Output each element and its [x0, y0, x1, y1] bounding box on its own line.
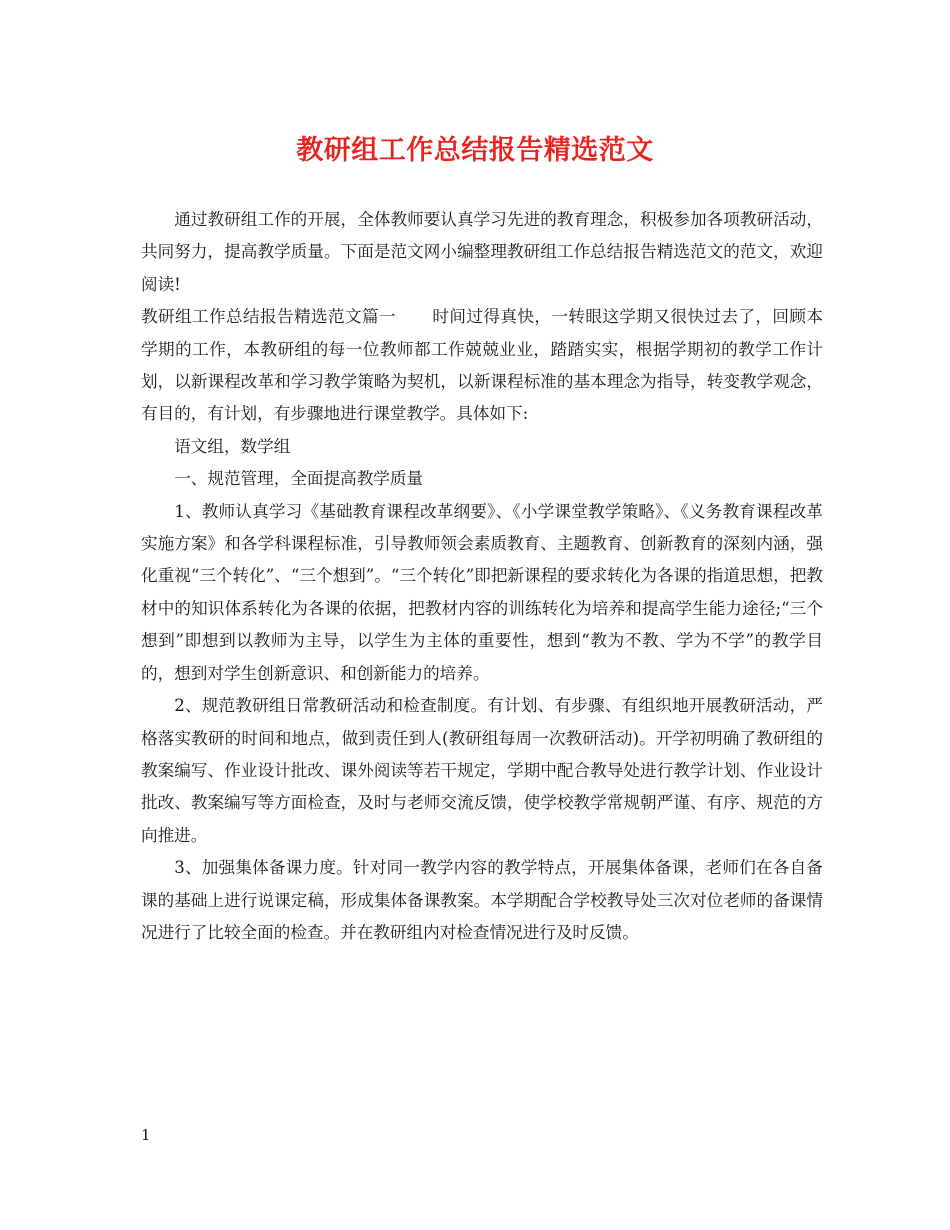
item-2-paragraph: 2、规范教研组日常教研活动和检查制度。有计划、有步骤、有组织地开展教研活动，严格落实教研的时间和地点，做到责任到人(教研组每周一次教研活动)。开学初明确了教研组的教案编写、作业设计批改、课外阅读等若干规定，学期中配合教导处进行教学计划、作业设计批改、教案编写等方面检查，及时与老师交流反馈，使学校教学常规朝严谨、有序、规范的方向推进。	[141, 696, 823, 845]
document-body	[141, 204, 823, 949]
intro-paragraph: 通过教研组工作的开展，全体教师要认真学习先进的教育理念，积极参加各项教研活动，共同努力，提高教学质量。下面是范文网小编整理教研组工作总结报告精选范文的范文，欢迎阅读!	[141, 210, 823, 294]
document-title: 教研组工作总结报告精选范文	[296, 135, 654, 166]
subheading-1: 一、规范管理，全面提高教学质量	[174, 469, 424, 489]
page-number: 1	[141, 1126, 151, 1144]
section-heading: 教研组工作总结报告精选范文篇一	[141, 307, 396, 327]
group-line: 语文组，数学组	[174, 436, 291, 456]
section-paragraph	[141, 301, 823, 431]
item-1-paragraph: 1、教师认真学习《基础教育课程改革纲要》、《小学课堂教学策略》、《义务教育课程改革实施方案》和各学科课程标准，引导教师领会素质教育、主题教育、创新教育的深刻内涵，强化重视“三个转化”、“三个想到”。“三个转化”即把新课程的要求转化为各课的指道思想，把教材中的知识体系转化为各课的依据，把教材内容的训练转化为培养和提高学生能力途径;“三个想到”即想到以教师为主导，以学生为主体的重要性，想到“教为不教、学为不学”的教学目的，想到对学生创新意识、和创新能力的培养。	[141, 501, 823, 683]
section-text: 时间过得真快，一转眼这学期又很快过去了，回顾本学期的工作，本教研组的每一位教师都工作兢兢业业，踏踏实实，根据学期初的教学工作计划，以新课程改革和学习教学策略为契机，以新课程标准的基本理念为指导，转变教学观念，有目的，有计划，有步骤地进行课堂教学。具体如下:	[141, 307, 823, 424]
item-3-paragraph: 3、加强集体备课力度。针对同一教学内容的教学特点，开展集体备课，老师们在各自备课的基础上进行说课定稿，形成集体备课教案。本学期配合学校教导处三次对位老师的备课情况进行了比较全面的检查。并在教研组内对检查情况进行及时反馈。	[141, 858, 823, 942]
